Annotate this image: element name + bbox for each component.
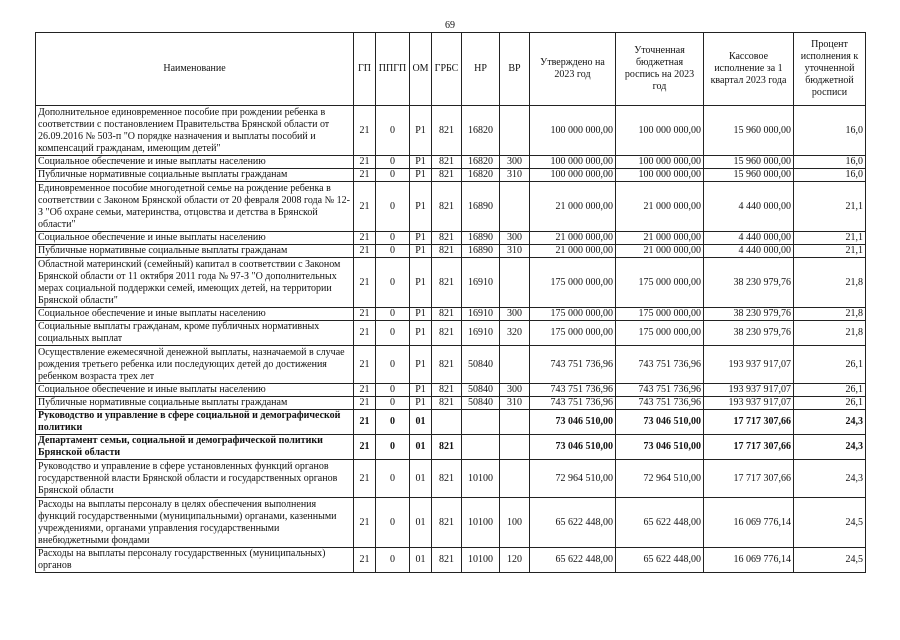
cell-gp: 21 xyxy=(354,308,376,321)
cell-cash: 16 069 776,14 xyxy=(704,498,794,548)
cell-ppgp: 0 xyxy=(376,169,410,182)
cell-np: 16890 xyxy=(462,245,500,258)
cell-om: Р1 xyxy=(410,397,432,410)
cell-om: Р1 xyxy=(410,169,432,182)
table-row xyxy=(36,498,866,548)
cell-approved: 21 000 000,00 xyxy=(530,245,616,258)
cell-vr xyxy=(500,106,530,156)
cell-grbs: 821 xyxy=(432,548,462,573)
cell-vr xyxy=(500,460,530,498)
cell-percent: 26,1 xyxy=(794,384,866,397)
cell-percent: 24,3 xyxy=(794,410,866,435)
header-gp: ГП xyxy=(354,33,376,106)
cell-om: Р1 xyxy=(410,346,432,384)
cell-cash: 4 440 000,00 xyxy=(704,232,794,245)
cell-name: Публичные нормативные социальные выплаты гражданам xyxy=(36,169,354,182)
cell-cash: 4 440 000,00 xyxy=(704,182,794,232)
cell-grbs xyxy=(432,410,462,435)
cell-ppgp: 0 xyxy=(376,321,410,346)
cell-percent: 21,8 xyxy=(794,321,866,346)
cell-np: 50840 xyxy=(462,384,500,397)
table-header xyxy=(36,33,866,106)
cell-approved: 73 046 510,00 xyxy=(530,410,616,435)
cell-refined: 73 046 510,00 xyxy=(616,410,704,435)
table-row xyxy=(36,321,866,346)
cell-name: Социальное обеспечение и иные выплаты населению xyxy=(36,156,354,169)
header-approved: Утверждено на 2023 год xyxy=(530,33,616,106)
cell-np: 16910 xyxy=(462,258,500,308)
cell-grbs: 821 xyxy=(432,321,462,346)
page-number: 69 xyxy=(445,20,455,31)
cell-vr: 310 xyxy=(500,397,530,410)
cell-refined: 65 622 448,00 xyxy=(616,498,704,548)
cell-gp: 21 xyxy=(354,346,376,384)
table-row xyxy=(36,548,866,573)
cell-gp: 21 xyxy=(354,460,376,498)
cell-approved: 65 622 448,00 xyxy=(530,498,616,548)
cell-gp: 21 xyxy=(354,245,376,258)
cell-approved: 175 000 000,00 xyxy=(530,258,616,308)
cell-vr: 300 xyxy=(500,232,530,245)
cell-om: Р1 xyxy=(410,232,432,245)
header-ppgp: ППГП xyxy=(376,33,410,106)
cell-approved: 100 000 000,00 xyxy=(530,169,616,182)
cell-refined: 100 000 000,00 xyxy=(616,156,704,169)
cell-name: Социальное обеспечение и иные выплаты населению xyxy=(36,232,354,245)
cell-percent: 16,0 xyxy=(794,169,866,182)
header-grbs: ГРБС xyxy=(432,33,462,106)
cell-vr: 310 xyxy=(500,245,530,258)
cell-ppgp: 0 xyxy=(376,182,410,232)
cell-vr xyxy=(500,346,530,384)
cell-np: 16820 xyxy=(462,106,500,156)
table-row xyxy=(36,258,866,308)
cell-cash: 15 960 000,00 xyxy=(704,156,794,169)
cell-np xyxy=(462,435,500,460)
cell-name: Расходы на выплаты персоналу в целях обеспечения выполнения функций государственными (муниципальными) органами, казенными учреждениями, органами управления государственными внебюджетными фондами xyxy=(36,498,354,548)
cell-cash: 38 230 979,76 xyxy=(704,258,794,308)
cell-percent: 21,8 xyxy=(794,308,866,321)
table-row xyxy=(36,397,866,410)
cell-grbs: 821 xyxy=(432,397,462,410)
cell-grbs: 821 xyxy=(432,308,462,321)
cell-refined: 175 000 000,00 xyxy=(616,321,704,346)
cell-grbs: 821 xyxy=(432,258,462,308)
cell-name: Департамент семьи, социальной и демографической политики Брянской области xyxy=(36,435,354,460)
cell-om: Р1 xyxy=(410,308,432,321)
cell-ppgp: 0 xyxy=(376,498,410,548)
cell-grbs: 821 xyxy=(432,232,462,245)
cell-cash: 193 937 917,07 xyxy=(704,346,794,384)
cell-refined: 21 000 000,00 xyxy=(616,245,704,258)
cell-refined: 100 000 000,00 xyxy=(616,106,704,156)
table-row xyxy=(36,106,866,156)
cell-np: 50840 xyxy=(462,397,500,410)
cell-gp: 21 xyxy=(354,435,376,460)
header-percent: Процент исполнения к уточненной бюджетной росписи xyxy=(794,33,866,106)
table-row xyxy=(36,384,866,397)
cell-gp: 21 xyxy=(354,410,376,435)
cell-cash: 16 069 776,14 xyxy=(704,548,794,573)
cell-name: Публичные нормативные социальные выплаты гражданам xyxy=(36,245,354,258)
cell-ppgp: 0 xyxy=(376,397,410,410)
cell-name: Публичные нормативные социальные выплаты гражданам xyxy=(36,397,354,410)
table-row xyxy=(36,346,866,384)
table-row xyxy=(36,410,866,435)
table-row xyxy=(36,182,866,232)
cell-ppgp: 0 xyxy=(376,435,410,460)
cell-gp: 21 xyxy=(354,106,376,156)
cell-refined: 21 000 000,00 xyxy=(616,232,704,245)
cell-name: Социальное обеспечение и иные выплаты населению xyxy=(36,384,354,397)
cell-grbs: 821 xyxy=(432,156,462,169)
cell-vr: 300 xyxy=(500,384,530,397)
cell-om: Р1 xyxy=(410,258,432,308)
table-row xyxy=(36,245,866,258)
header-refined: Уточненная бюджетная роспись на 2023 год xyxy=(616,33,704,106)
cell-grbs: 821 xyxy=(432,384,462,397)
cell-percent: 24,3 xyxy=(794,460,866,498)
cell-name: Социальные выплаты гражданам, кроме публичных нормативных социальных выплат xyxy=(36,321,354,346)
cell-vr: 100 xyxy=(500,498,530,548)
cell-name: Расходы на выплаты персоналу государственных (муниципальных) органов xyxy=(36,548,354,573)
cell-cash: 15 960 000,00 xyxy=(704,106,794,156)
cell-refined: 72 964 510,00 xyxy=(616,460,704,498)
header-name: Наименование xyxy=(36,33,354,106)
cell-om: 01 xyxy=(410,410,432,435)
table-row xyxy=(36,169,866,182)
cell-grbs: 821 xyxy=(432,245,462,258)
cell-approved: 72 964 510,00 xyxy=(530,460,616,498)
cell-vr: 300 xyxy=(500,308,530,321)
cell-gp: 21 xyxy=(354,384,376,397)
cell-om: Р1 xyxy=(410,106,432,156)
cell-refined: 743 751 736,96 xyxy=(616,384,704,397)
cell-np: 10100 xyxy=(462,548,500,573)
cell-name: Областной материнский (семейный) капитал в соответствии с Законом Брянской области от 11 октября 2011 года № 97-З "О дополнительных мерах социальной поддержки семей, имеющих детей, на территории Брянской области" xyxy=(36,258,354,308)
cell-om: 01 xyxy=(410,548,432,573)
cell-ppgp: 0 xyxy=(376,384,410,397)
cell-vr xyxy=(500,182,530,232)
cell-om: 01 xyxy=(410,460,432,498)
cell-approved: 73 046 510,00 xyxy=(530,435,616,460)
cell-approved: 743 751 736,96 xyxy=(530,346,616,384)
cell-refined: 21 000 000,00 xyxy=(616,182,704,232)
cell-refined: 65 622 448,00 xyxy=(616,548,704,573)
cell-name: Единовременное пособие многодетной семье на рождение ребенка в соответствии с Законом Брянской области от 20 февраля 2008 года № 12-З "Об охране семьи, материнства, отцовства и детства в Брянской области" xyxy=(36,182,354,232)
cell-refined: 175 000 000,00 xyxy=(616,308,704,321)
cell-gp: 21 xyxy=(354,156,376,169)
cell-gp: 21 xyxy=(354,232,376,245)
table-row xyxy=(36,232,866,245)
cell-gp: 21 xyxy=(354,258,376,308)
cell-vr: 120 xyxy=(500,548,530,573)
cell-np: 16820 xyxy=(462,156,500,169)
cell-approved: 21 000 000,00 xyxy=(530,232,616,245)
cell-gp: 21 xyxy=(354,397,376,410)
cell-approved: 175 000 000,00 xyxy=(530,321,616,346)
cell-gp: 21 xyxy=(354,321,376,346)
cell-grbs: 821 xyxy=(432,106,462,156)
cell-approved: 743 751 736,96 xyxy=(530,384,616,397)
cell-ppgp: 0 xyxy=(376,232,410,245)
cell-refined: 743 751 736,96 xyxy=(616,346,704,384)
table-row xyxy=(36,156,866,169)
cell-cash: 17 717 307,66 xyxy=(704,435,794,460)
cell-vr xyxy=(500,435,530,460)
header-cash: Кассовое исполнение за 1 квартал 2023 года xyxy=(704,33,794,106)
cell-np: 16890 xyxy=(462,182,500,232)
cell-vr: 320 xyxy=(500,321,530,346)
header-om: ОМ xyxy=(410,33,432,106)
cell-percent: 24,5 xyxy=(794,548,866,573)
cell-name: Дополнительное единовременное пособие при рождении ребенка в соответствии с постановлением Правительства Брянской области от 26.09.2016 № 503-п "О порядке назначения и выплаты пособий и компенсаций гражданам, имеющим детей" xyxy=(36,106,354,156)
cell-gp: 21 xyxy=(354,169,376,182)
cell-grbs: 821 xyxy=(432,169,462,182)
cell-refined: 100 000 000,00 xyxy=(616,169,704,182)
cell-refined: 73 046 510,00 xyxy=(616,435,704,460)
cell-percent: 21,1 xyxy=(794,245,866,258)
cell-name: Руководство и управление в сфере установленных функций органов государственной власти Брянской области и государственных органов Брянской области xyxy=(36,460,354,498)
header-np: НР xyxy=(462,33,500,106)
cell-ppgp: 0 xyxy=(376,346,410,384)
cell-ppgp: 0 xyxy=(376,245,410,258)
cell-cash: 193 937 917,07 xyxy=(704,384,794,397)
cell-ppgp: 0 xyxy=(376,258,410,308)
budget-table xyxy=(35,32,866,573)
cell-np: 16890 xyxy=(462,232,500,245)
cell-name: Руководство и управление в сфере социальной и демографической политики xyxy=(36,410,354,435)
cell-np: 16910 xyxy=(462,321,500,346)
cell-ppgp: 0 xyxy=(376,156,410,169)
cell-cash: 17 717 307,66 xyxy=(704,410,794,435)
cell-om: 01 xyxy=(410,435,432,460)
table-row xyxy=(36,435,866,460)
cell-cash: 38 230 979,76 xyxy=(704,321,794,346)
cell-grbs: 821 xyxy=(432,182,462,232)
cell-np: 10100 xyxy=(462,460,500,498)
table-row xyxy=(36,460,866,498)
cell-cash: 193 937 917,07 xyxy=(704,397,794,410)
cell-cash: 17 717 307,66 xyxy=(704,460,794,498)
cell-approved: 65 622 448,00 xyxy=(530,548,616,573)
cell-vr xyxy=(500,258,530,308)
cell-refined: 743 751 736,96 xyxy=(616,397,704,410)
cell-vr: 300 xyxy=(500,156,530,169)
cell-ppgp: 0 xyxy=(376,106,410,156)
cell-approved: 175 000 000,00 xyxy=(530,308,616,321)
cell-gp: 21 xyxy=(354,498,376,548)
cell-grbs: 821 xyxy=(432,435,462,460)
cell-np: 50840 xyxy=(462,346,500,384)
cell-name: Осуществление ежемесячной денежной выплаты, назначаемой в случае рождения третьего ребенка или последующих детей до достижения ребенком возраста трех лет xyxy=(36,346,354,384)
table-body xyxy=(36,106,866,573)
cell-grbs: 821 xyxy=(432,498,462,548)
cell-cash: 38 230 979,76 xyxy=(704,308,794,321)
cell-approved: 100 000 000,00 xyxy=(530,156,616,169)
cell-cash: 4 440 000,00 xyxy=(704,245,794,258)
cell-cash: 15 960 000,00 xyxy=(704,169,794,182)
cell-gp: 21 xyxy=(354,548,376,573)
cell-ppgp: 0 xyxy=(376,548,410,573)
cell-np: 10100 xyxy=(462,498,500,548)
cell-percent: 16,0 xyxy=(794,106,866,156)
cell-percent: 26,1 xyxy=(794,346,866,384)
cell-approved: 743 751 736,96 xyxy=(530,397,616,410)
cell-gp: 21 xyxy=(354,182,376,232)
cell-np xyxy=(462,410,500,435)
cell-om: Р1 xyxy=(410,384,432,397)
cell-grbs: 821 xyxy=(432,346,462,384)
cell-percent: 21,1 xyxy=(794,182,866,232)
cell-om: Р1 xyxy=(410,321,432,346)
cell-om: Р1 xyxy=(410,245,432,258)
cell-percent: 24,3 xyxy=(794,435,866,460)
cell-percent: 16,0 xyxy=(794,156,866,169)
cell-ppgp: 0 xyxy=(376,308,410,321)
cell-vr xyxy=(500,410,530,435)
cell-refined: 175 000 000,00 xyxy=(616,258,704,308)
cell-om: 01 xyxy=(410,498,432,548)
cell-om: Р1 xyxy=(410,182,432,232)
cell-ppgp: 0 xyxy=(376,460,410,498)
cell-approved: 21 000 000,00 xyxy=(530,182,616,232)
cell-np: 16910 xyxy=(462,308,500,321)
cell-vr: 310 xyxy=(500,169,530,182)
cell-approved: 100 000 000,00 xyxy=(530,106,616,156)
cell-percent: 24,5 xyxy=(794,498,866,548)
table-row xyxy=(36,308,866,321)
cell-ppgp: 0 xyxy=(376,410,410,435)
cell-np: 16820 xyxy=(462,169,500,182)
cell-percent: 21,1 xyxy=(794,232,866,245)
cell-grbs: 821 xyxy=(432,460,462,498)
header-vr: ВР xyxy=(500,33,530,106)
cell-name: Социальное обеспечение и иные выплаты населению xyxy=(36,308,354,321)
cell-percent: 21,8 xyxy=(794,258,866,308)
cell-percent: 26,1 xyxy=(794,397,866,410)
cell-om: Р1 xyxy=(410,156,432,169)
